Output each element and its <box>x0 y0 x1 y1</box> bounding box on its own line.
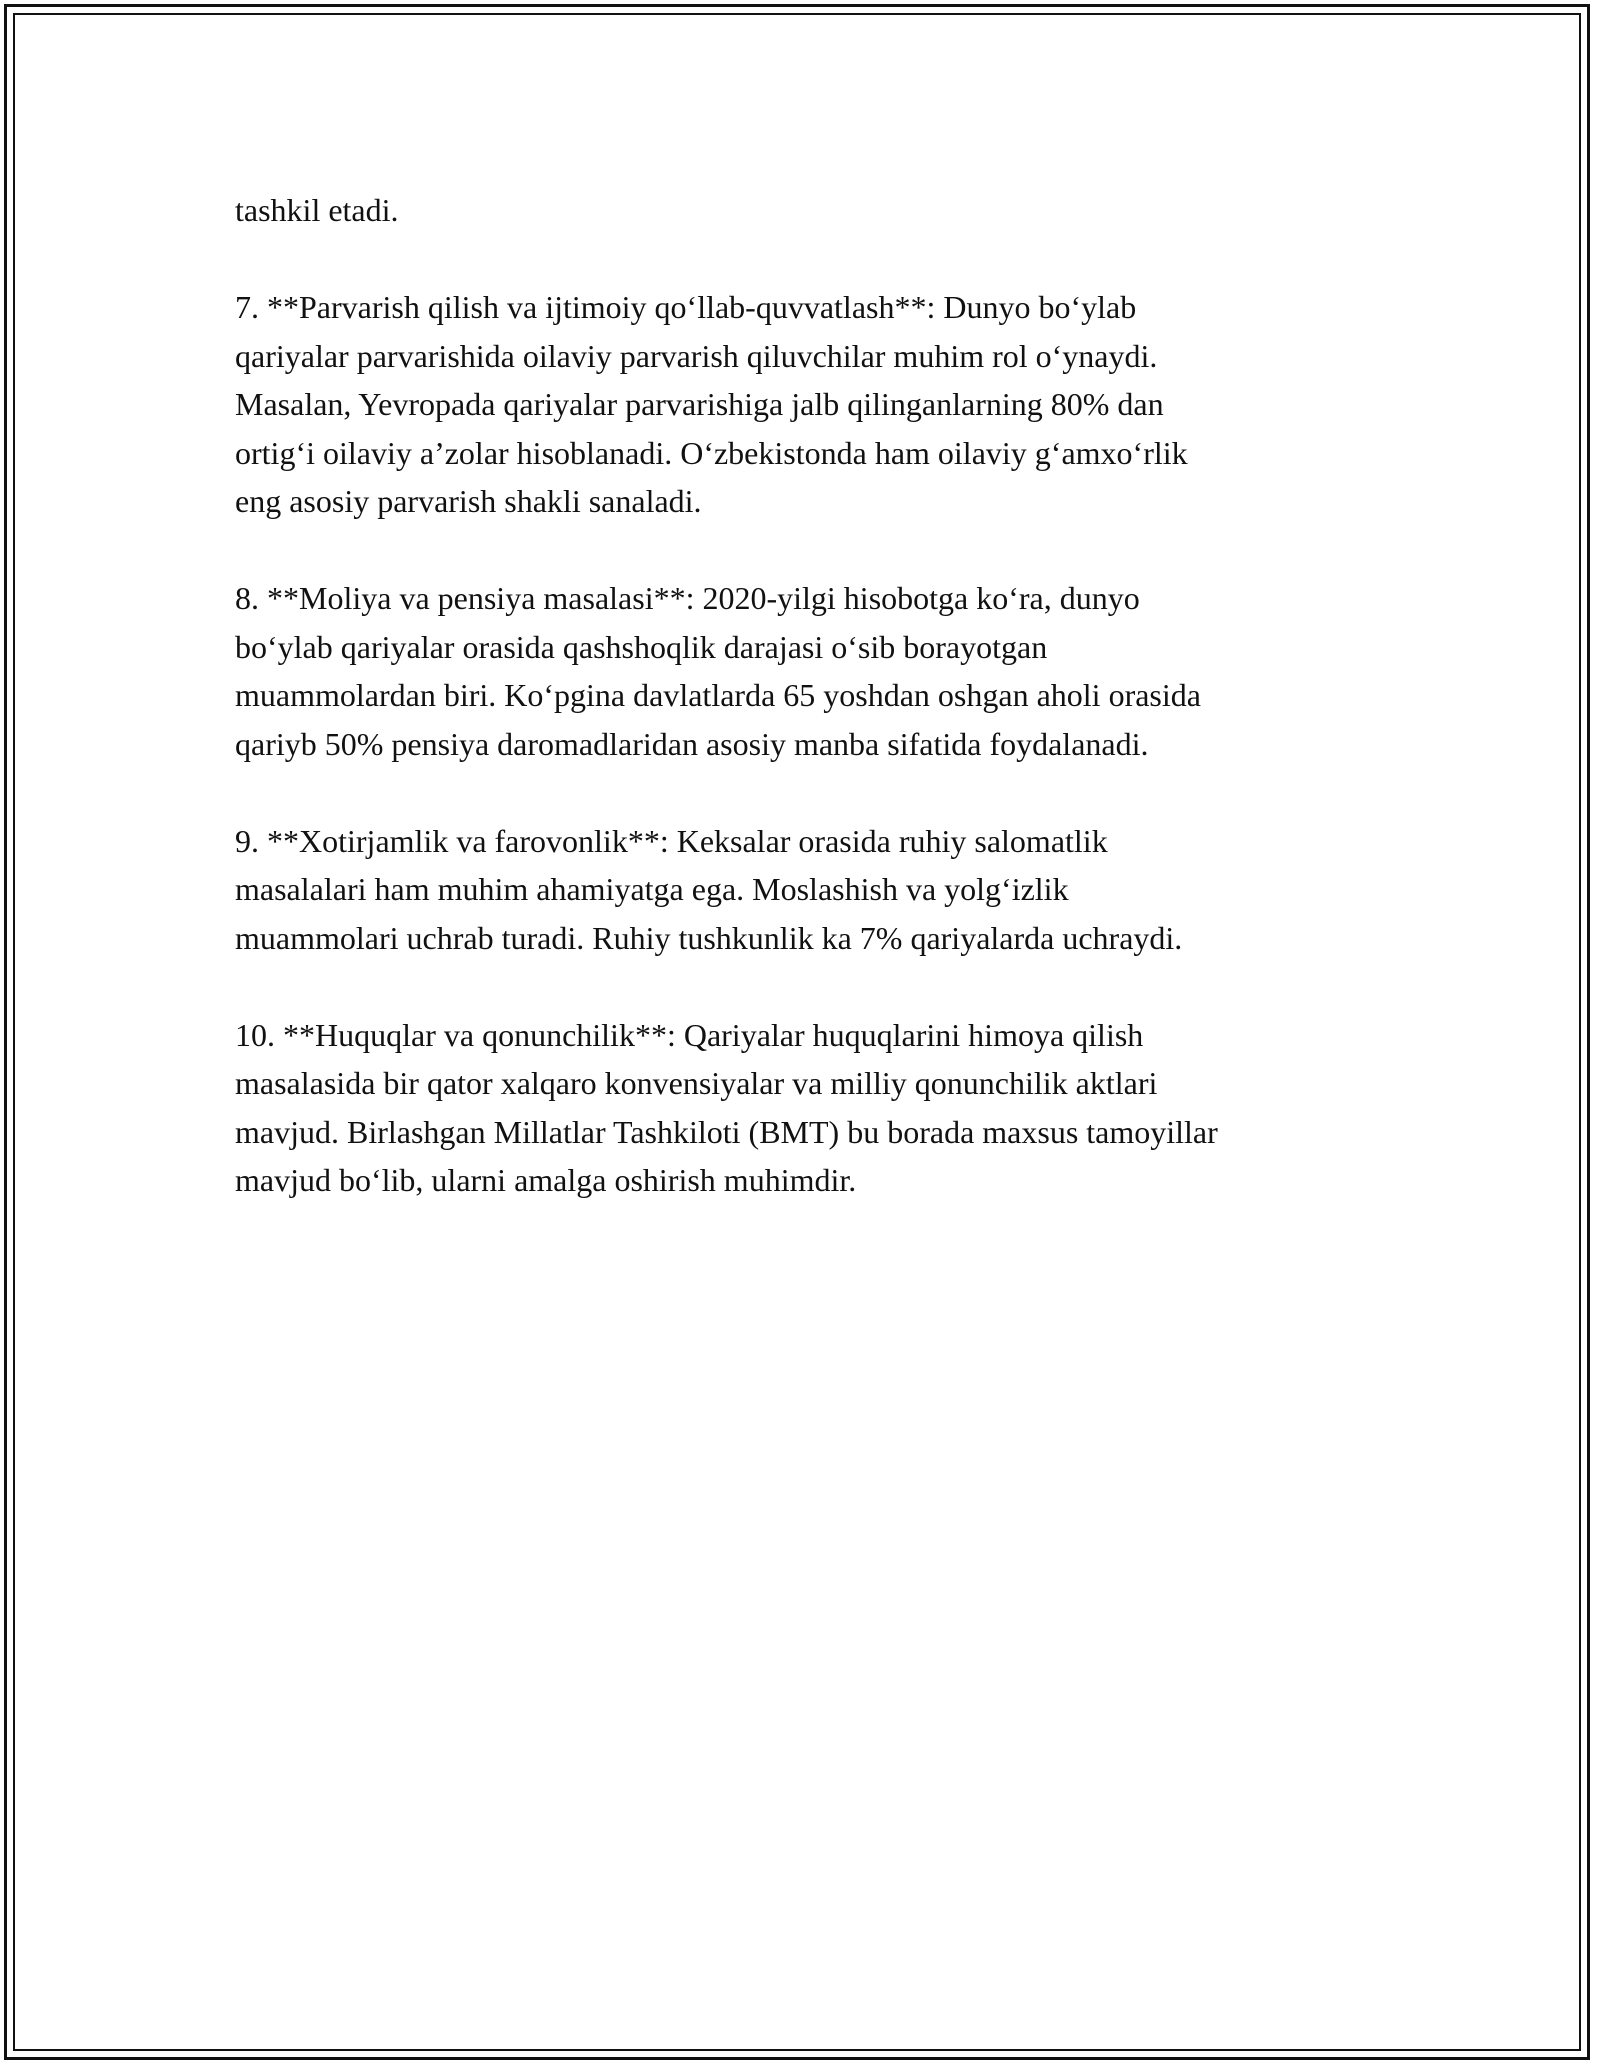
text-line: ortig‘i oilaviy a’zolar hisoblanadi. O‘zbekistonda ham oilaviy g‘amxo‘rlik <box>235 434 1188 471</box>
text-line: masalalari ham muhim ahamiyatga ega. Moslashish va yolg‘izlik <box>235 871 1069 907</box>
text-line: eng asosiy parvarish shakli sanaladi. <box>235 483 702 519</box>
document-body <box>235 186 1375 1253</box>
text-line: Masalan, Yevropada qariyalar parvarishiga jalb qilinganlarning 80% dan <box>235 386 1164 422</box>
text-line: qariyalar parvarishida oilaviy parvarish qiluvchilar muhim rol o‘ynaydi. <box>235 337 1158 374</box>
text-line: mavjud bo‘lib, ularni amalga oshirish muhimdir. <box>235 1162 857 1198</box>
text-line: muammolari uchrab turadi. Ruhiy tushkunlik ka 7% qariyalarda uchraydi. <box>235 919 1183 956</box>
text-line: qariyb 50% pensiya daromadlaridan asosiy manba sifatida foydalanadi. <box>235 725 1149 762</box>
text-line: 9. **Xotirjamlik va farovonlik**: Keksalar orasida ruhiy salomatlik <box>235 822 1108 859</box>
paragraph-item-9 <box>235 817 1375 963</box>
text-line: 10. **Huquqlar va qonunchilik**: Qariyalar huquqlarini himoya qilish <box>235 1016 1144 1053</box>
paragraph-item-10 <box>235 1011 1375 1205</box>
text-line: muammolardan biri. Ko‘pgina davlatlarda 65 yoshdan oshgan aholi orasida <box>235 677 1201 713</box>
text-line: 8. **Moliya va pensiya masalasi**: 2020-yilgi hisobotga ko‘ra, dunyo <box>235 580 1140 616</box>
text-line: 7. **Parvarish qilish va ijtimoiy qo‘llab-quvvatlash**: Dunyo bo‘ylab <box>235 289 1137 325</box>
text-line: mavjud. Birlashgan Millatlar Tashkiloti (BMT) bu borada maxsus tamoyillar <box>235 1113 1218 1150</box>
paragraph-item-8 <box>235 574 1375 768</box>
text-line: masalasida bir qator xalqaro konvensiyalar va milliy qonunchilik aktlari <box>235 1065 1158 1101</box>
paragraph-continuation <box>235 186 1375 235</box>
text-line: tashkil etadi. <box>235 192 399 228</box>
text-line: bo‘ylab qariyalar orasida qashshoqlik darajasi o‘sib borayotgan <box>235 628 1048 665</box>
paragraph-item-7 <box>235 283 1375 526</box>
